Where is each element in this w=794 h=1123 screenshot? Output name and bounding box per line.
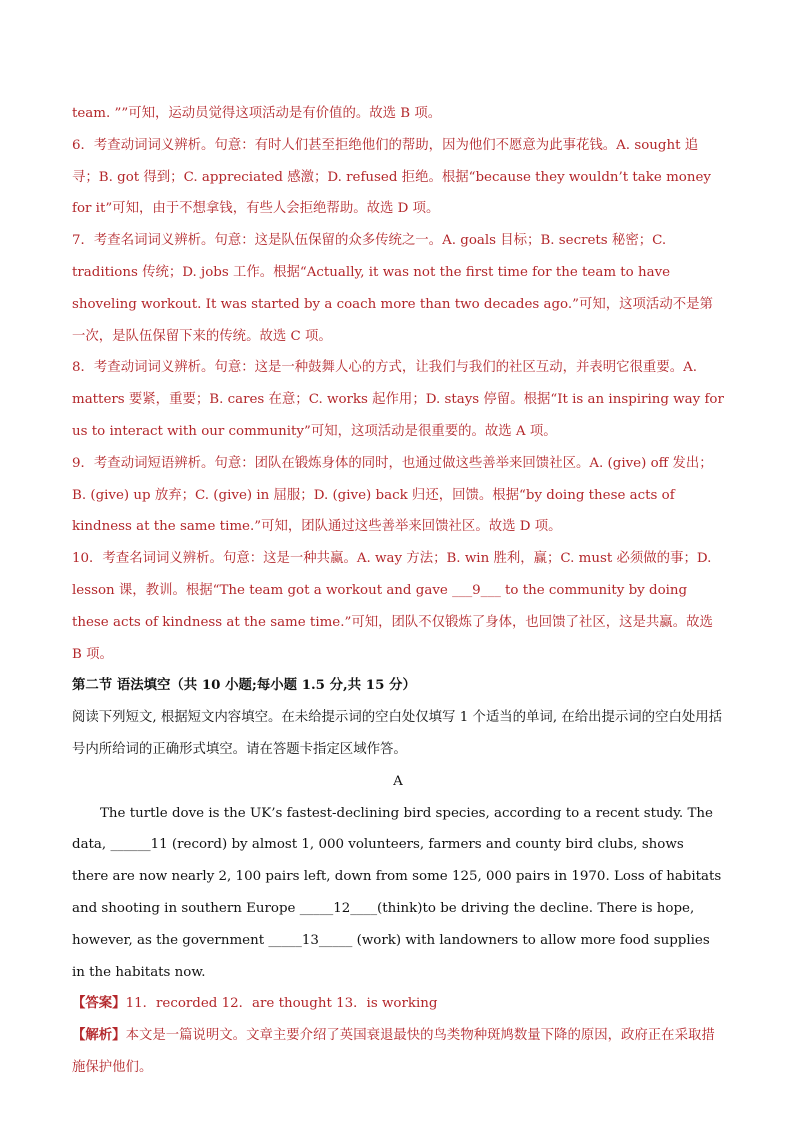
analysis-line xyxy=(72,1020,724,1084)
explanation-7: 7．考查名词词义辨析。句意：这是队伍保留的众多传统之一。A. goals 目标；B. secrets 秘密；C. traditions 传统；D. jobs 工作。根据“Actually, it was not the first time for the team to have shoveling workout. It was started by a coach more than two decades ago.”可知，这项活动不是第一次，是队伍保留下来的传统。故选 C 项。 xyxy=(72,233,713,344)
passage-text xyxy=(72,798,724,989)
blank-12: _____12____ xyxy=(299,900,378,916)
blank-11: ______11 xyxy=(110,837,168,853)
analysis-tag: 【解析】 xyxy=(72,1027,126,1044)
explanation-10 xyxy=(72,543,724,670)
passage-sentence-1: The turtle dove is the UK’s fastest-declining bird species, according to a recent study. The data, xyxy=(72,805,713,853)
explanation-6: 6．考查动词词义辨析。句意：有时人们甚至拒绝他们的帮助，因为他们不愿意为此事花钱。A. sought 追寻；B. got 得到；C. appreciated 感激；D. refused 拒绝。根据“because they wouldn’t take money for it”可知，由于不想拿钱，有些人会拒绝帮助。故选 D 项。 xyxy=(72,137,711,217)
passage-sentence-3: (think)to be driving the decline. There is hope, however, as the government xyxy=(72,900,695,948)
explanation-9: 9．考查动词短语辨析。句意：团队在锻炼身体的同时，也通过做这些善举来回馈社区。A. (give) off 发出；B. (give) up 放弃；C. (give) in 屈服；D. (give) back 归还，回馈。根据“by doing these acts of kindness at the same time.”可知，团队通过这些善举来回馈社区。故选 D 项。 xyxy=(72,455,713,535)
answer-text: 11．recorded 12．are thought 13．is working xyxy=(125,996,438,1012)
explanation-10-blank: ___9___ xyxy=(452,582,501,598)
answer-tag: 【答案】 xyxy=(72,995,126,1012)
document-body xyxy=(72,98,724,1084)
passage-sentence-4: (work) with landowners to allow more food supplies in the habitats now. xyxy=(72,932,710,980)
answer-line xyxy=(72,988,724,1020)
explanation-10-text-b: to the community by doing these acts of kindness at the same time.”可知，团队不仅锻炼了身体，也回馈了社区，这是共赢。故选 B 项。 xyxy=(72,582,713,662)
passage-label: A xyxy=(393,773,403,789)
section-instruction: 阅读下列短文, 根据短文内容填空。在未给提示词的空白处仅填写 1 个适当的单词, 在给出提示词的空白处用括号内所给词的正确形式填空。请在答题卡指定区域作答。 xyxy=(72,710,723,757)
passage-sentence-2: (record) by almost 1, 000 volunteers, farmers and county bird clubs, shows there are now nearly 2, 100 pairs left, down from some 125, 000 pairs in 1970. Loss of habitats and shooting in southern Europe xyxy=(72,837,722,916)
analysis-text: 本文是一篇说明文。文章主要介绍了英国衰退最快的鸟类物种斑鸠数量下降的原因，政府正在采取措施保护他们。 xyxy=(72,1028,715,1075)
explanation-10-text-a: 10．考查名词词义辨析。句意：这是一种共赢。A. way 方法；B. win 胜利，赢；C. must 必须做的事；D. lesson 课，教训。根据“The team got a workout and gave xyxy=(72,551,712,598)
blank-13: _____13_____ xyxy=(268,932,353,948)
explanation-8: 8．考查动词词义辨析。句意：这是一种鼓舞人心的方式，让我们与我们的社区互动，并表明它很重要。A. matters 要紧，重要；B. cares 在意；C. works 起作用；D. stays 停留。根据“It is an inspiring way for us to interact with our community”可知，这项活动是很重要的。故选 A 项。 xyxy=(72,360,724,439)
section-heading: 第二节 语法填空（共 10 小题;每小题 1.5 分,共 15 分） xyxy=(72,677,416,694)
explanation-5-tail: team. ””可知，运动员觉得这项活动是有价值的。故选 B 项。 xyxy=(72,106,442,121)
